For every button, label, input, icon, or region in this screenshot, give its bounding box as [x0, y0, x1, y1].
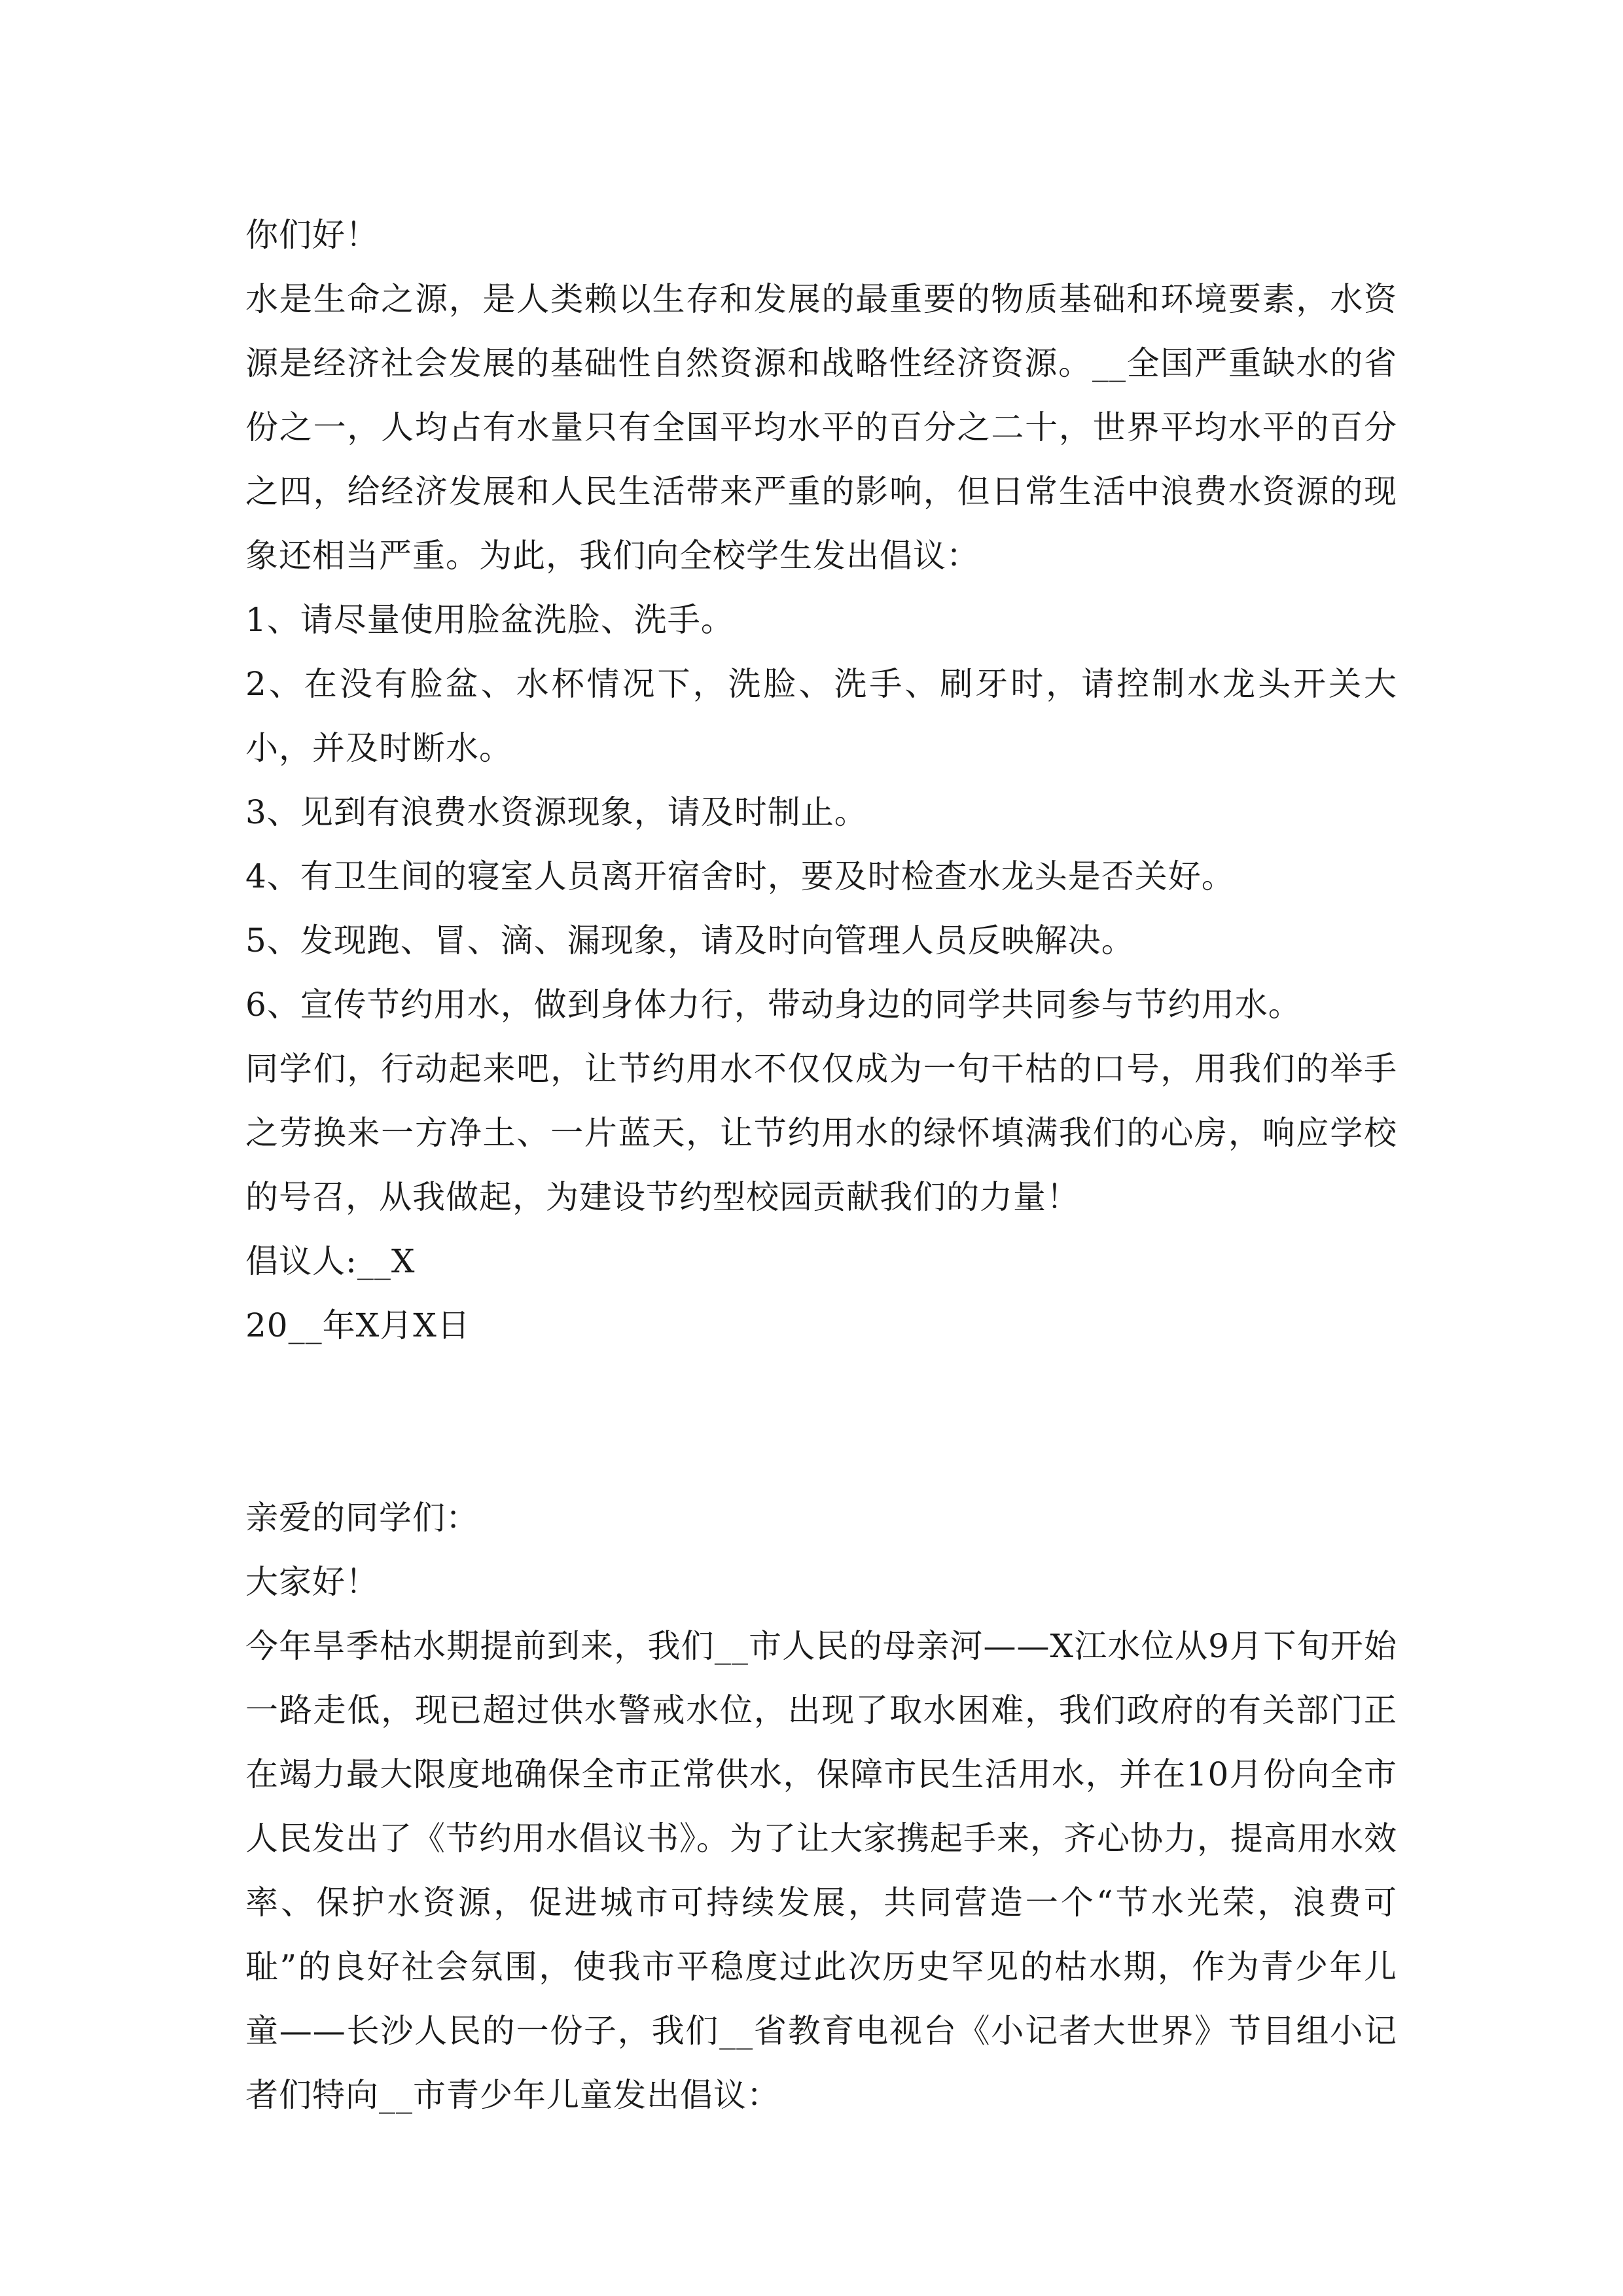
greeting: 你们好！	[245, 216, 379, 254]
greeting-2: 大家好！	[245, 1563, 379, 1601]
intro-paragraph: 水是生命之源，是人类赖以生存和发展的最重要的物质基础和环境要素，水资源是经济社会发展的基础性自然资源和战略性经济资源。__全国严重缺水的省份之一，人均占有水量只有全国平均水平的百分之二十，世界平均水平的百分之四，给经济发展和人民生活带来严重的影响，但日常生活中浪费水资源的现象还相当严重。为此，我们向全校学生发出倡议：	[245, 280, 1397, 575]
body-paragraph: 今年旱季枯水期提前到来，我们__市人民的母亲河——X江水位从9月下旬开始一路走低，现已超过供水警戒水位，出现了取水困难，我们政府的有关部门正在竭力最大限度地确保全市正常供水，保障市民生活用水，并在10月份向全市人民发出了《节约用水倡议书》。为了让大家携起手来，齐心协力，提高用水效率、保护水资源，促进城市可持续发展，共同营造一个“节水光荣，浪费可耻”的良好社会氛围，使我市平稳度过此次历史罕见的枯水期，作为青少年儿童——长沙人民的一份子，我们__省教育电视台《小记者大世界》节目组小记者们特向__市青少年儿童发出倡议：	[245, 1627, 1397, 2114]
proposal-item-1: 1、请尽量使用脸盆洗脸、洗手。	[245, 601, 734, 639]
proposal-item-4: 4、有卫生间的寝室人员离开宿舍时，要及时检查水龙头是否关好。	[245, 857, 1235, 895]
proposal-item-2: 2、在没有脸盆、水杯情况下，洗脸、洗手、刷牙时，请控制水龙头开关大小，并及时断水。	[245, 665, 1397, 767]
proposal-item-5: 5、发现跑、冒、滴、漏现象，请及时向管理人员反映解决。	[245, 922, 1135, 960]
date-line: 20__年X月X日	[245, 1306, 471, 1344]
salutation: 亲爱的同学们：	[245, 1499, 479, 1537]
section-spacer	[245, 1357, 1397, 1486]
document-body	[245, 203, 1397, 2127]
proposal-item-3: 3、见到有浪费水资源现象，请及时制止。	[245, 793, 868, 831]
closing-paragraph: 同学们，行动起来吧，让节约用水不仅仅成为一句干枯的口号，用我们的举手之劳换来一方净土、一片蓝天，让节约用水的绿怀填满我们的心房，响应学校的号召，从我做起，为建设节约型校园贡献我们的力量！	[245, 1050, 1397, 1216]
proposal-item-6: 6、宣传节约用水，做到身体力行，带动身边的同学共同参与节约用水。	[245, 986, 1302, 1024]
signer-line: 倡议人:__X	[245, 1242, 416, 1280]
